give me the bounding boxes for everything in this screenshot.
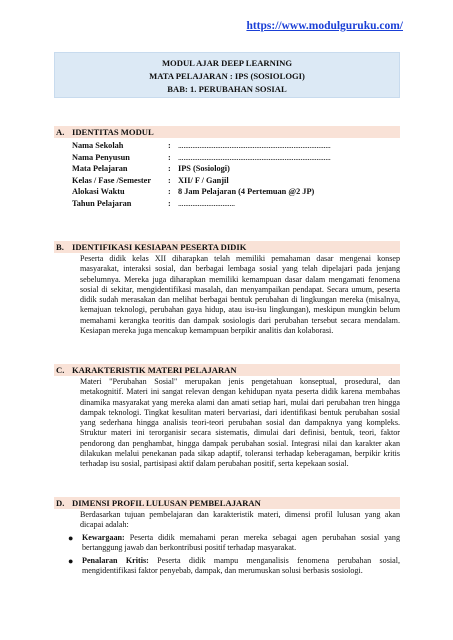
section-d-intro: Berdasarkan tujuan pembelajaran dan karakteristik materi, dimensi profil lulusan yang akan dicapai adalah: [80,510,400,530]
section-a-title: IDENTITAS MODUL [72,127,154,137]
identity-label: Mata Pelajaran [72,164,128,174]
section-c-heading [54,364,400,376]
identity-colon: : [168,198,171,208]
title-line-2: MATA PELAJARAN : IPS (SOSIOLOGI) [149,71,305,81]
section-c-letter: C. [56,365,65,375]
identity-colon: : [168,152,171,162]
identity-colon: : [168,141,171,150]
identity-label: Alokasi Waktu [72,187,125,197]
section-d-heading [54,497,400,509]
identity-value: ...................................................................................... [178,141,331,150]
section-a-letter: A. [56,127,65,137]
bullet-term: Penalaran Kritis: [82,555,149,565]
bullet-term: Kewargaan: [82,533,125,542]
bullet-text: Peserta didik mampu menganalisis fenomena perubahan sosial, mengidentifikasi faktor penyebab, dampak, dan merumuskan solusi berbasis sosiologi. [82,555,400,575]
profile-dimension-list [68,533,400,578]
identity-colon: : [168,175,171,185]
identity-colon: : [168,187,171,197]
document-title-box [54,52,400,98]
bullet-icon: ● [68,555,74,566]
identity-value: IPS (Sosiologi) [178,164,230,174]
bullet-text: Peserta didik memahami peran mereka sebagai agen perubahan sosial yang bertanggung jawab dan berkontribusi positif terhadap masyarakat. [82,533,400,553]
identity-colon: : [168,164,171,174]
section-c-paragraph: Materi "Perubahan Sosial" merupakan jenis pengetahuan konseptual, prosedural, dan metakognitif. Materi ini sangat relevan dengan kehidupan nyata peserta didik karena membahas dinamika masyarakat yang mereka alami dan amati setiap hari, mulai dari perubahan tren hingga dampak teknologi. Tingkat kesulitan materi bervariasi, dari identifikasi bentuk perubahan sosial yang sederhana hingga analisis teori-teori perubahan sosial dan dampaknya yang kompleks. Struktur materi ini terorganisir secara sistematis, dimulai dari definisi, bentuk, teori, faktor pendorong dan penghambat, hingga dampak perubahan sosial. Integrasi nilai dan karakter akan dilakukan melalui penekanan pada sikap adaptif, toleransi terhadap keberagaman, berpikir kritis terhadap isu sosial, partisipasi aktif dalam perubahan positif, serta kepekaan sosial. [80,377,400,469]
identity-value: XII/ F / Ganjil [178,175,229,185]
identity-value: 8 Jam Pelajaran (4 Pertemuan @2 JP) [178,187,315,197]
title-line-1: MODUL AJAR DEEP LEARNING [161,58,293,68]
section-b-title: IDENTIFIKASI KESIAPAN PESERTA DIDIK [72,242,247,252]
identity-label: Tahun Pelajaran [72,198,132,208]
website-url-link[interactable]: https://www.modulguruku.com/ [246,20,403,32]
identity-value: ...................................................................................... [178,152,331,162]
list-item [68,556,400,577]
section-d-title: DIMENSI PROFIL LULUSAN PEMBELAJARAN [72,498,261,508]
bullet-icon: ● [68,533,74,543]
section-d-letter: D. [56,498,65,508]
identity-label: Nama Penyusun [72,152,130,162]
identity-label: Kelas / Fase /Semester [72,175,152,185]
title-line-3: BAB: 1. PERUBAHAN SOSIAL [167,84,287,94]
identity-value: ................................ [178,198,235,208]
section-b-paragraph: Peserta didik kelas XII diharapkan telah memiliki pemahaman dasar mengenai konsep masyarakat, interaksi sosial, dan berbagai lembaga sosial yang telah dipelajari pada jenjang sebelumnya. Mereka juga diharapkan memiliki kemampuan dasar dalam mengamati fenomena sosial di sekitar, mengidentifikasi masalah, dan menyampaikan pendapat. Secara umum, peserta didik sudah merasakan dan melihat berbagai bentuk perubahan di lingkungan mereka (misalnya, kemajuan teknologi, perubahan gaya hidup, atau isu-isu lingkungan), meskipun mungkin belum memahami kerangka teoritis dan dampak sosiologis dari perubahan tersebut secara mendalam. Kesiapan mereka juga mencakup kemampuan berpikir analitis dan kolaborasi. [80,254,400,336]
identity-label: Nama Sekolah [72,141,124,150]
section-b-heading [54,241,400,253]
list-item [68,533,400,554]
section-a-heading [54,126,400,138]
section-c-title: KARAKTERISTIK MATERI PELAJARAN [72,365,237,375]
section-b-letter: B. [56,242,64,252]
